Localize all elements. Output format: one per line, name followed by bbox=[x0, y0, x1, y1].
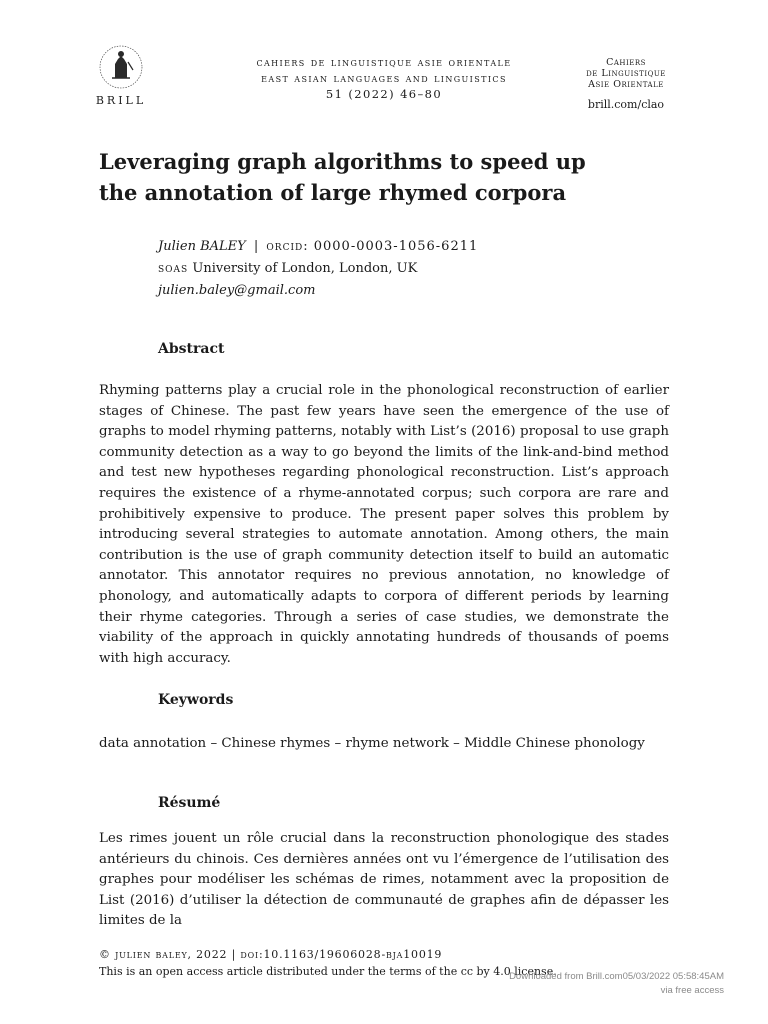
journal-logo-line-1: Cahiers bbox=[606, 57, 646, 68]
keywords-text: data annotation – Chinese rhymes – rhyme network – Middle Chinese phonology bbox=[99, 736, 645, 751]
affiliation-line bbox=[158, 258, 658, 280]
author-orcid[interactable]: orcid: 0000-0003-1056-6211 bbox=[266, 239, 479, 254]
keywords-heading: Keywords bbox=[158, 692, 234, 708]
resume-heading: Résumé bbox=[158, 795, 221, 811]
publisher-name: BRILL bbox=[95, 94, 147, 107]
abstract-heading: Abstract bbox=[158, 341, 225, 357]
journal-url[interactable]: brill.com/clao bbox=[587, 98, 665, 111]
copyright-line: © julien baley, 2022 | doi:10.1163/19606028-bja10019 bbox=[99, 948, 443, 961]
affiliation-prefix: soas bbox=[158, 261, 189, 276]
author-name: Julien BALEY bbox=[158, 239, 246, 254]
license-line: This is an open access article distributed under the terms of the cc by 4.0 license. bbox=[99, 965, 557, 978]
journal-logo-line-3: Asie Orientale bbox=[588, 79, 664, 90]
brill-logo bbox=[92, 44, 150, 107]
abstract-text: Rhyming patterns play a crucial role in the phonological reconstruction of earlier stages of Chinese. The past few years have seen the emergence of the use of graphs to model rhyming patterns, notably with List’s (2016) proposal to use graph community detection as a way to go beyond the limits of the link-and-bind method and test new hypotheses regarding phonological reconstruction. List’s approach requires the existence of a rhyme-annotated corpus; such corpora are rare and prohibitively expensive to produce. The present paper solves this problem by introducing several strategies to automate annotation. Among others, the main contribution is the use of graph community detection itself to build an automatic annotator. This annotator requires no previous annotation, no knowledge of phonology, and automatically adapts to corpora of different periods by learning their rhyme categories. Through a series of case studies, we demonstrate the viability of the approach in quickly annotating hundreds of thousands of poems with high accuracy. bbox=[99, 383, 669, 666]
access-info: via free access bbox=[660, 985, 724, 996]
author-block bbox=[158, 236, 658, 302]
resume-text: Les rimes jouent un rôle crucial dans la reconstruction phonologique des stades antérieurs du chinois. Ces dernières années ont vu l’émergence de l’utilisation des graphes pour modéliser les schémas de rimes, notamment avec la proposition de List (2016) d’utiliser la détection de communauté de graphes afin de dépasser les limites de la bbox=[99, 831, 669, 929]
article-title bbox=[99, 146, 639, 208]
journal-volume: 51 (2022) 46–80 bbox=[325, 87, 443, 101]
author-email[interactable]: julien.baley@gmail.com bbox=[158, 283, 316, 298]
author-separator: | bbox=[253, 239, 259, 254]
journal-title-fr: cahiers de linguistique asie orientale bbox=[256, 55, 512, 69]
article-title-line-1: Leveraging graph algorithms to speed up bbox=[99, 149, 586, 174]
affiliation: University of London, London, UK bbox=[192, 261, 418, 276]
journal-header bbox=[208, 54, 560, 102]
author-line bbox=[158, 236, 658, 258]
journal-logo-line-2: de Linguistique bbox=[586, 68, 666, 79]
article-title-line-2: the annotation of large rhymed corpora bbox=[99, 180, 567, 205]
download-info: Downloaded from Brill.com05/03/2022 05:58:45AM bbox=[509, 971, 724, 982]
journal-logo bbox=[582, 57, 670, 111]
journal-title-en: east asian languages and linguistics bbox=[261, 71, 507, 85]
brill-seal-icon bbox=[98, 44, 144, 90]
download-watermark bbox=[486, 970, 724, 998]
